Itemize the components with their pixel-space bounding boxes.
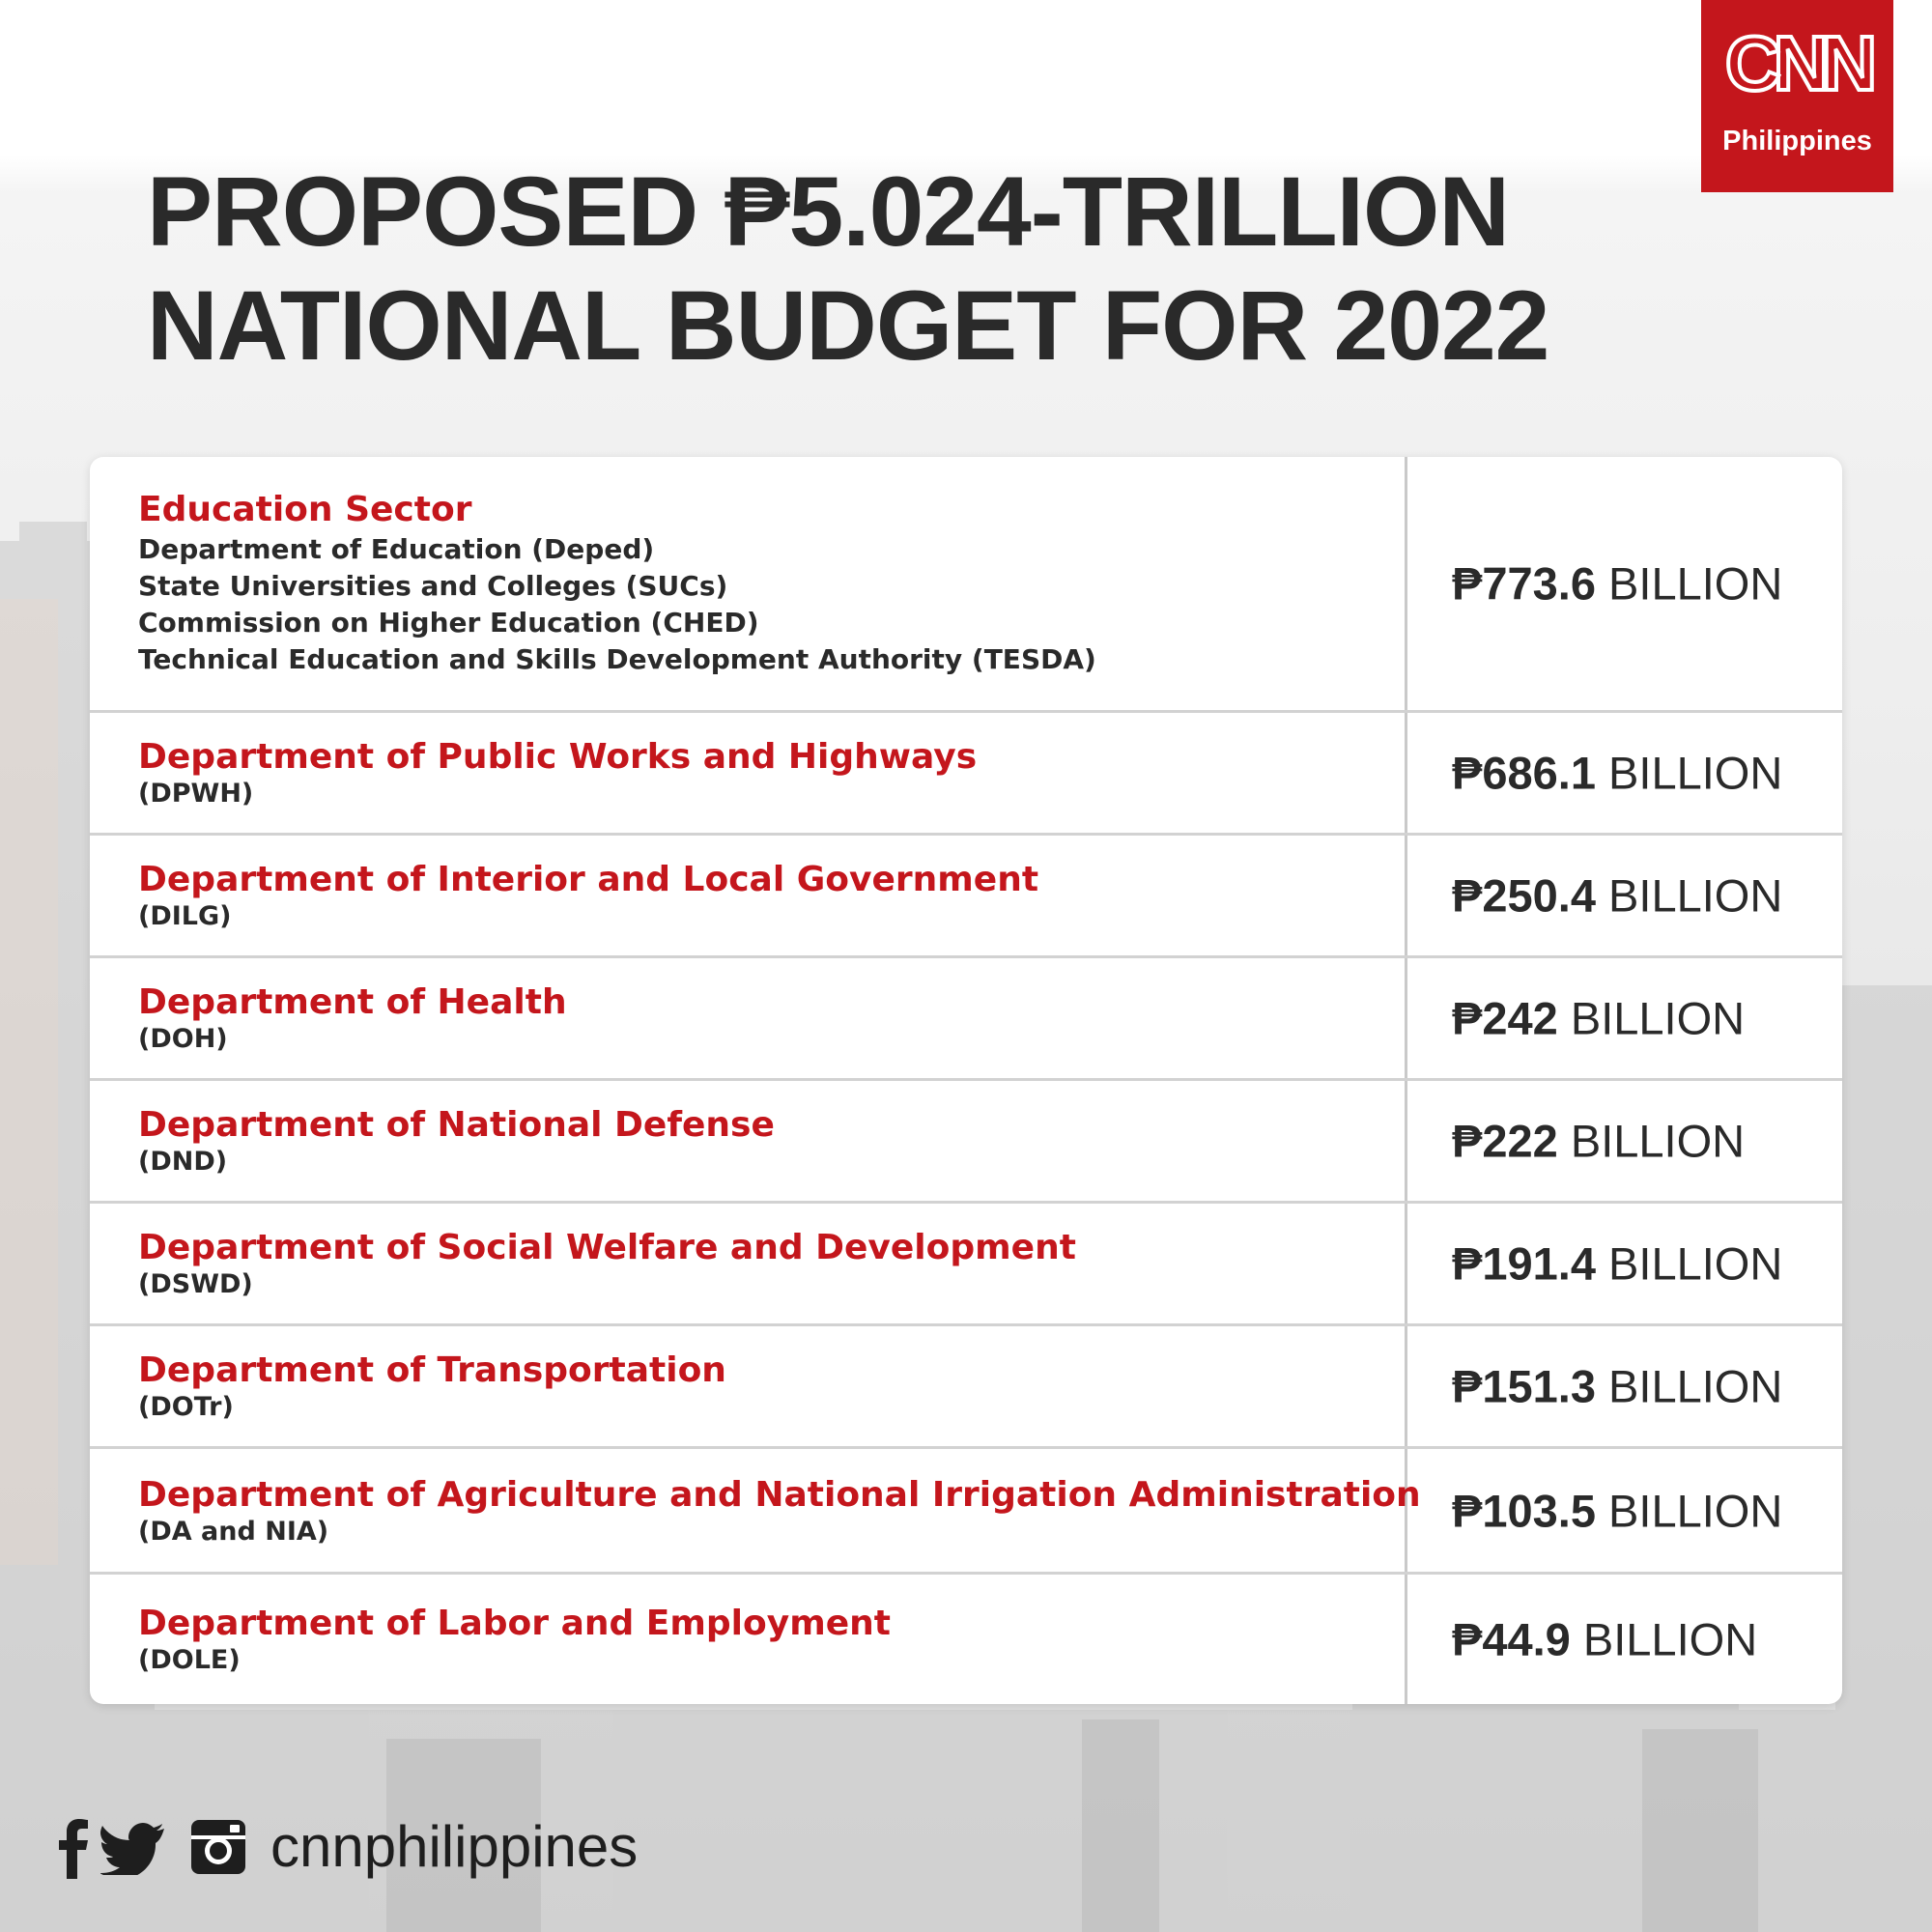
budget-unit: BILLION [1608,747,1783,799]
agency-abbreviation: (DOLE) [138,1645,241,1675]
row-label [138,859,1394,932]
table-row [90,1078,1842,1201]
row-label [138,1474,1421,1548]
row-label [138,981,1394,1055]
agency-abbreviation: (DILG) [138,901,232,931]
table-row [90,1323,1842,1446]
budget-unit: BILLION [1608,557,1783,610]
sub-agency: Department of Education (Deped) [138,533,655,565]
budget-value: ₱103.5 [1452,1485,1596,1536]
agency-abbreviation: (DND) [138,1147,228,1177]
budget-unit: BILLION [1608,1360,1783,1412]
budget-value: ₱686.1 [1452,747,1596,799]
agency-name: Department of Transportation [138,1350,726,1390]
budget-value: ₱191.4 [1452,1237,1596,1290]
budget-unit: BILLION [1570,1115,1746,1167]
agency-name: Department of Interior and Local Government [138,860,1039,899]
agency-name: Department of National Defense [138,1105,775,1145]
agency-name: Department of Public Works and Highways [138,737,978,777]
budget-amount [1452,992,1745,1045]
agency-abbreviation: (DPWH) [138,779,254,809]
budget-unit: BILLION [1570,992,1746,1044]
budget-unit: BILLION [1608,1237,1783,1290]
table-row [90,1201,1842,1323]
table-row [90,1446,1842,1572]
table-row [90,833,1842,955]
row-label [138,1104,1394,1178]
budget-value: ₱773.6 [1452,557,1596,610]
budget-amount [1452,1613,1757,1666]
instagram-icon[interactable] [189,1818,247,1876]
table-row [90,710,1842,833]
facebook-icon[interactable] [58,1813,89,1881]
cnn-logo-mark: CNN [1724,20,1870,106]
budget-amount [1452,869,1782,923]
table-row [90,955,1842,1078]
budget-value: ₱242 [1452,992,1558,1044]
agency-abbreviation: (DOTr) [138,1392,234,1422]
budget-value: ₱44.9 [1452,1613,1571,1665]
budget-amount [1452,1484,1782,1537]
page-title [147,155,1692,383]
budget-unit: BILLION [1608,1485,1783,1536]
sub-agency: State Universities and Colleges (SUCs) [138,570,728,602]
agency-name: Education Sector [138,490,472,529]
table-row [90,1572,1842,1704]
agency-sub-list [138,531,1394,678]
budget-unit: BILLION [1582,1613,1758,1665]
agency-name: Department of Agriculture and National Irrigation Administration [138,1474,1421,1515]
budget-amount [1452,1115,1745,1168]
budget-value: ₱151.3 [1452,1360,1596,1412]
agency-name: Department of Health [138,982,567,1022]
twitter-icon[interactable] [100,1821,166,1875]
title-line-2: NATIONAL BUDGET FOR 2022 [147,270,1549,381]
sub-agency: Technical Education and Skills Development Authority (TESDA) [138,643,1096,675]
agency-name: Department of Social Welfare and Development [138,1228,1076,1267]
row-label [138,1227,1394,1300]
sub-agency: Commission on Higher Education (CHED) [138,607,759,639]
agency-name: Department of Labor and Employment [138,1604,891,1643]
social-handle[interactable]: cnnphilippines [270,1814,639,1879]
cnn-philippines-logo [1701,0,1893,192]
cnn-logo-subtitle: Philippines [1722,126,1872,156]
budget-amount [1452,557,1782,611]
budget-amount [1452,1237,1782,1291]
agency-abbreviation: (DOH) [138,1024,228,1054]
budget-amount [1452,1360,1782,1413]
row-label [138,736,1394,810]
row-label [138,489,1394,678]
agency-abbreviation: (DA and NIA) [138,1516,329,1547]
budget-value: ₱250.4 [1452,869,1596,922]
row-label [138,1603,1394,1676]
table-row-education [90,457,1842,710]
budget-table [90,457,1842,1704]
budget-amount [1452,747,1782,800]
row-label [138,1350,1394,1423]
budget-unit: BILLION [1608,869,1783,922]
agency-abbreviation: (DSWD) [138,1269,253,1299]
title-line-1: PROPOSED ₱5.024-TRILLION [147,156,1509,267]
budget-value: ₱222 [1452,1115,1558,1167]
